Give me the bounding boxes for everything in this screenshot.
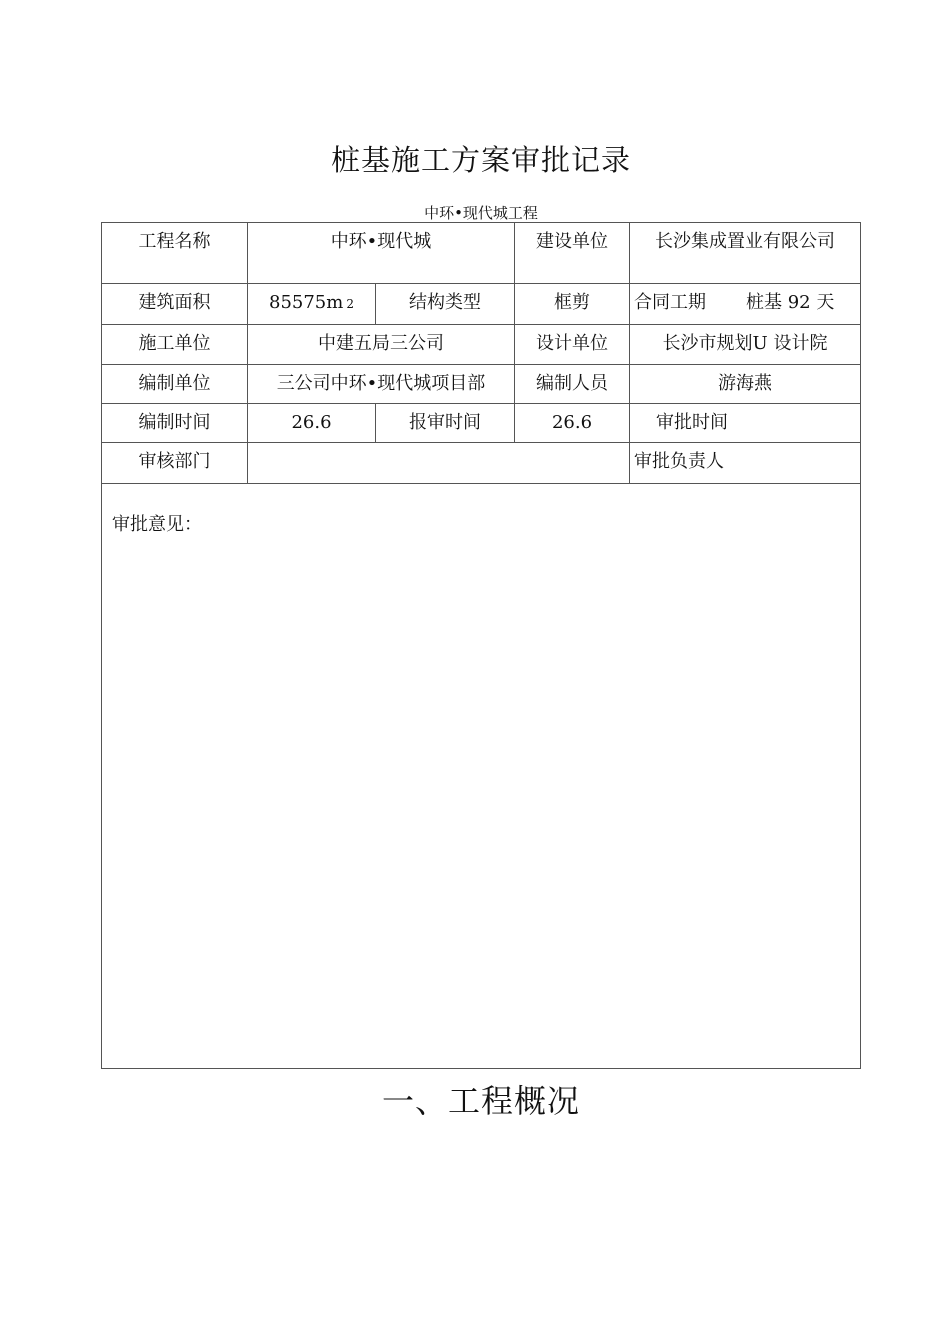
client-label-cell [515,223,630,284]
compile-time-value-cell [248,404,376,443]
structure-value-cell [515,284,630,325]
table-row [102,443,861,484]
area-label: 建筑面积 [138,292,211,313]
table-row [102,284,861,325]
compiler-person-value: 游海燕 [718,373,772,394]
contractor-value-cell [248,325,515,365]
structure-value: 框剪 [554,292,590,313]
approval-opinion-label: 审批意见： [112,514,202,535]
area-unit-superscript: 2 [346,297,354,311]
approval-opinion-cell [102,484,861,1069]
review-dept-value-cell [248,443,630,484]
project-caption: 中环•现代城工程 [424,204,538,222]
project-name-label-cell [102,223,248,284]
compiler-unit-value: 三公司中环•现代城项目部 [276,373,486,394]
document-title: 桩基施工方案审批记录 [330,143,631,177]
designer-value: 长沙市规划U 设计院 [662,333,828,354]
project-name-value: 中环•现代城 [330,231,432,252]
area-value: 85575m [269,292,344,313]
compiler-unit-label-cell [102,365,248,404]
client-value: 长沙集成置业有限公司 [655,231,835,252]
designer-value-cell [630,325,861,365]
compiler-unit-value-cell [248,365,515,404]
compiler-person-label-cell [515,365,630,404]
approver-cell [630,443,861,484]
submit-time-value: 26.6 [551,412,593,433]
table-row [102,365,861,404]
contractor-label: 施工单位 [138,333,211,354]
review-dept-label: 审核部门 [138,451,211,472]
review-dept-label-cell [102,443,248,484]
compile-time-label: 编制时间 [138,412,211,433]
approver-label: 审批负责人 [634,451,724,472]
approve-time-cell [630,404,861,443]
compiler-unit-label: 编制单位 [138,373,211,394]
table-row [102,325,861,365]
structure-label: 结构类型 [409,292,481,313]
submit-time-label: 报审时间 [409,412,481,433]
area-label-cell [102,284,248,325]
project-name-value-cell [248,223,515,284]
compile-time-value: 26.6 [291,412,332,433]
table-row [102,484,861,1069]
client-label: 建设单位 [536,231,608,252]
compile-time-label-cell [102,404,248,443]
submit-time-value-cell [515,404,630,443]
contractor-label-cell [102,325,248,365]
contract-period-label: 合同工期 [634,292,706,313]
submit-time-label-cell [376,404,515,443]
contract-period-value: 桩基 92 天 [746,292,835,313]
structure-label-cell [376,284,515,325]
compiler-person-label: 编制人员 [536,373,608,394]
compiler-person-value-cell [630,365,861,404]
project-name-label: 工程名称 [138,231,211,252]
section-heading: 一、工程概况 [381,1082,580,1120]
approve-time-label: 审批时间 [656,412,728,433]
area-value-cell [248,284,376,325]
review-dept-value [252,443,625,449]
table-row [102,223,861,284]
designer-label: 设计单位 [536,333,608,354]
approval-table [101,222,861,1069]
contractor-value: 中建五局三公司 [318,333,444,354]
client-value-cell [630,223,861,284]
contract-period-cell [630,284,861,325]
table-row [102,404,861,443]
designer-label-cell [515,325,630,365]
